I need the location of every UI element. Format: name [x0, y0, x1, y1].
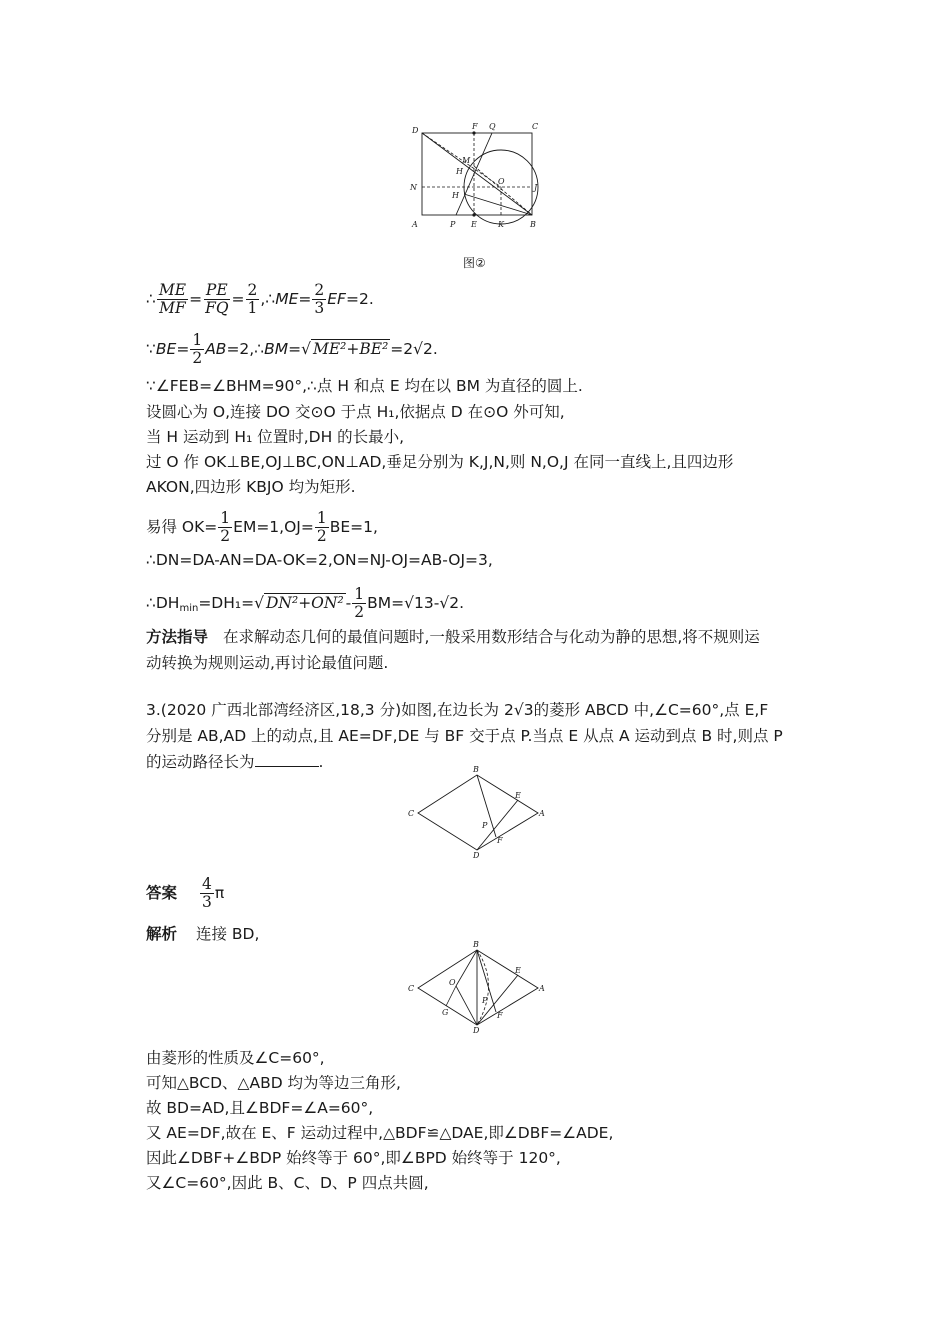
method-guide — [146, 624, 806, 676]
method-guide-text-1: 在求解动态几何的最值问题时,一般采用数形结合与化动为静的思想,将不规则运 — [222, 628, 760, 646]
answer-label: 答案 — [146, 884, 178, 903]
line-og — [446, 986, 456, 1006]
solution-line-2: ∵BE= $\frac{1}{2}$ AB=2,∴BM=√ ME²+BE² =2√2. — [146, 331, 438, 368]
label-b: B — [473, 765, 479, 774]
label-a: A — [412, 220, 418, 229]
solution-line-1: ∴ $\frac{ME}{MF}$ = $\frac{PE}{FQ}$ = $\frac{2}{1}$ ,∴ME= $\frac{2}{3}$ EF=2. — [146, 281, 374, 318]
figure-2-diagram — [400, 118, 550, 236]
label-c: C — [408, 984, 415, 993]
method-guide-text-2: 动转换为规则运动,再讨论最值问题. — [146, 654, 389, 672]
problem-3 — [146, 697, 806, 775]
answer-blank — [255, 752, 319, 767]
label-p: P — [482, 821, 488, 830]
solution-line-3: ∵∠FEB=∠BHM=90°,∴点 H 和点 E 均在以 BM 为直径的圆上. — [146, 377, 583, 395]
label-d: D — [412, 126, 419, 135]
label-d: D — [473, 1026, 480, 1035]
problem-3-line-3: 的运动路径长为 . — [146, 753, 324, 771]
label-n: N — [410, 183, 417, 192]
label-e: E — [515, 966, 521, 975]
label-p: P — [482, 996, 488, 1005]
label-e: E — [471, 220, 477, 229]
solution-line-7: AKON,四边形 KBJO 均为矩形. — [146, 478, 356, 496]
analysis-line-5: 因此∠DBF+∠BDP 始终等于 60°,即∠BPD 始终等于 120°, — [146, 1149, 561, 1167]
label-m: M — [462, 156, 471, 165]
solution-line-6: 过 O 作 OK⊥BE,OJ⊥BC,ON⊥AD,垂足分别为 K,J,N,则 N,O,J 在同一直线上,且四边形 — [146, 453, 734, 471]
analysis-line-2: 可知△BCD、△ABD 均为等边三角形, — [146, 1074, 401, 1092]
label-q: Q — [489, 122, 496, 131]
analysis-label: 解析 — [146, 925, 178, 943]
line-mb — [474, 166, 532, 215]
label-d: D — [473, 851, 480, 860]
point-e — [472, 213, 475, 216]
figure-2-caption: 图② — [463, 256, 486, 270]
label-p: P — [450, 220, 456, 229]
solution-line-4: 设圆心为 O,连接 DO 交⊙O 于点 H₁,依据点 D 在⊙O 外可知, — [146, 403, 565, 421]
label-o: O — [498, 177, 505, 186]
label-b: B — [530, 220, 536, 229]
label-b: B — [473, 940, 479, 949]
label-f: F — [472, 122, 478, 131]
analysis-diagram — [400, 940, 550, 1040]
label-f: F — [497, 1011, 503, 1020]
label-f: F — [497, 836, 503, 845]
label-c: C — [408, 809, 415, 818]
label-a: A — [539, 984, 545, 993]
label-h1: H — [452, 191, 459, 200]
problem-3-line-2: 分别是 AB,AD 上的动点,且 AE=DF,DE 与 BF 交于点 P.当点 E 从点 A 运动到点 B 时,则点 P — [146, 727, 783, 745]
solution-line-5: 当 H 运动到 H₁ 位置时,DH 的长最小, — [146, 428, 405, 446]
label-g: G — [442, 1008, 449, 1017]
analysis-header: 解析 连接 BD, — [146, 925, 260, 943]
label-o: O — [449, 978, 456, 987]
answer: 答案 $\frac{4}{3}$ π — [146, 875, 225, 912]
analysis-line-3: 故 BD=AD,且∠BDF=∠A=60°, — [146, 1099, 374, 1117]
analysis-line-6: 又∠C=60°,因此 B、C、D、P 四点共圆, — [146, 1174, 429, 1192]
label-j: J — [534, 183, 538, 192]
problem-3-diagram — [400, 765, 550, 865]
label-h: H — [456, 167, 463, 176]
label-e: E — [515, 791, 521, 800]
point-f — [472, 131, 475, 134]
label-k: K — [498, 220, 504, 229]
rhombus — [418, 775, 538, 850]
analysis-line-1: 由菱形的性质及∠C=60°, — [146, 1049, 325, 1067]
solution-line-10: $\therefore DH_{min}=DH_1=√$ DN²+ON² - $\frac{1}{2}$ BM=√13-√2. — [146, 585, 464, 622]
solution-line-9: ∴DN=DA-AN=DA-OK=2,ON=NJ-OJ=AB-OJ=3, — [146, 551, 493, 569]
line-db — [422, 133, 532, 215]
rhombus — [418, 950, 538, 1025]
problem-3-line-1: 3.(2020 广西北部湾经济区,18,3 分)如图,在边长为 2√3的菱形 ABCD 中,∠C=60°,点 E,F — [146, 701, 769, 719]
method-guide-title: 方法指导 — [146, 628, 209, 646]
line-od — [456, 986, 477, 1025]
label-a: A — [539, 809, 545, 818]
label-c: C — [532, 122, 539, 131]
analysis-line-4: 又 AE=DF,故在 E、F 运动过程中,△BDF≌△DAE,即∠DBF=∠ADE, — [146, 1124, 614, 1142]
solution-line-8: 易得 OK= $\frac{1}{2}$ EM=1,OJ= $\frac{1}{2}$ BE=1, — [146, 509, 378, 546]
line-ob — [456, 950, 477, 986]
